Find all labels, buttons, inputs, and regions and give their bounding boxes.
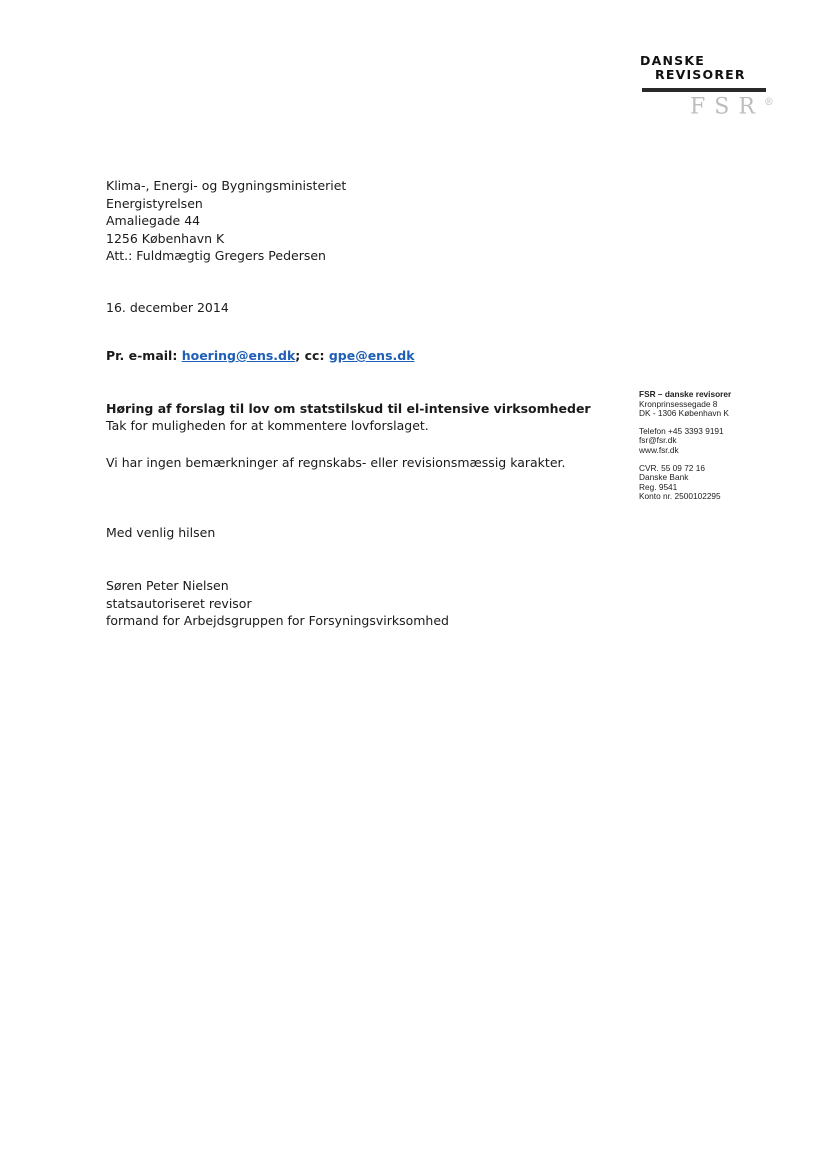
sidebar-street: Kronprinsessegade 8 (639, 398, 718, 409)
sidebar-reg: Reg. 9541 (639, 481, 678, 492)
sidebar-bank: Danske Bank (639, 472, 689, 483)
body-paragraph-1: Tak for muligheden for at kommentere lovforslaget. (106, 418, 429, 433)
recipient-line: Amaliegade 44 (106, 213, 201, 228)
closing: Med venlig hilsen (106, 525, 216, 540)
email-separator: ; cc: (295, 348, 329, 363)
recipient-line: 1256 København K (106, 230, 225, 246)
sidebar-web: www.fsr.dk (639, 444, 679, 455)
logo-mark: FSR® (690, 94, 774, 120)
logo-line-revisorer: REVISORER (655, 67, 746, 82)
signature-name: Søren Peter Nielsen (106, 578, 229, 593)
sidebar-org-name: FSR – danske revisorer (639, 389, 732, 399)
letter-date: 16. december 2014 (106, 300, 229, 315)
recipient-line: Klima-, Energi- og Bygningsministeriet (106, 178, 347, 193)
email-link-hoering[interactable]: hoering@ens.dk (181, 348, 296, 363)
signature-role: formand for Arbejdsgruppen for Forsyningsvirksomhed (106, 613, 449, 628)
email-link-gpe[interactable]: gpe@ens.dk (328, 348, 415, 363)
sidebar-email: fsr@fsr.dk (639, 435, 677, 446)
sender-sidebar (639, 390, 731, 502)
email-line (106, 347, 415, 365)
recipient-line: Energistyrelsen (106, 195, 203, 211)
fsr-logo (640, 53, 774, 120)
sidebar-cvr: CVR. 55 09 72 16 (639, 462, 705, 473)
body-paragraph-2: Vi har ingen bemærkninger af regnskabs- eller revisionsmæssig karakter. (106, 455, 566, 470)
sidebar-phone: Telefon +45 3393 9191 (639, 425, 724, 436)
signature-title: statsautoriseret revisor (106, 595, 252, 611)
logo-line-danske: DANSKE (640, 53, 705, 68)
sidebar-account: Konto nr. 2500102295 (639, 491, 721, 502)
email-prefix: Pr. e-mail: (106, 348, 182, 363)
letter-subject: Høring af forslag til lov om statstilskud til el-intensive virksomheder (106, 401, 591, 416)
signature-block (106, 577, 449, 630)
recipient-address (106, 177, 346, 265)
recipient-line: Att.: Fuldmægtig Gregers Pedersen (106, 248, 326, 263)
sidebar-city: DK - 1306 København K (639, 408, 729, 419)
